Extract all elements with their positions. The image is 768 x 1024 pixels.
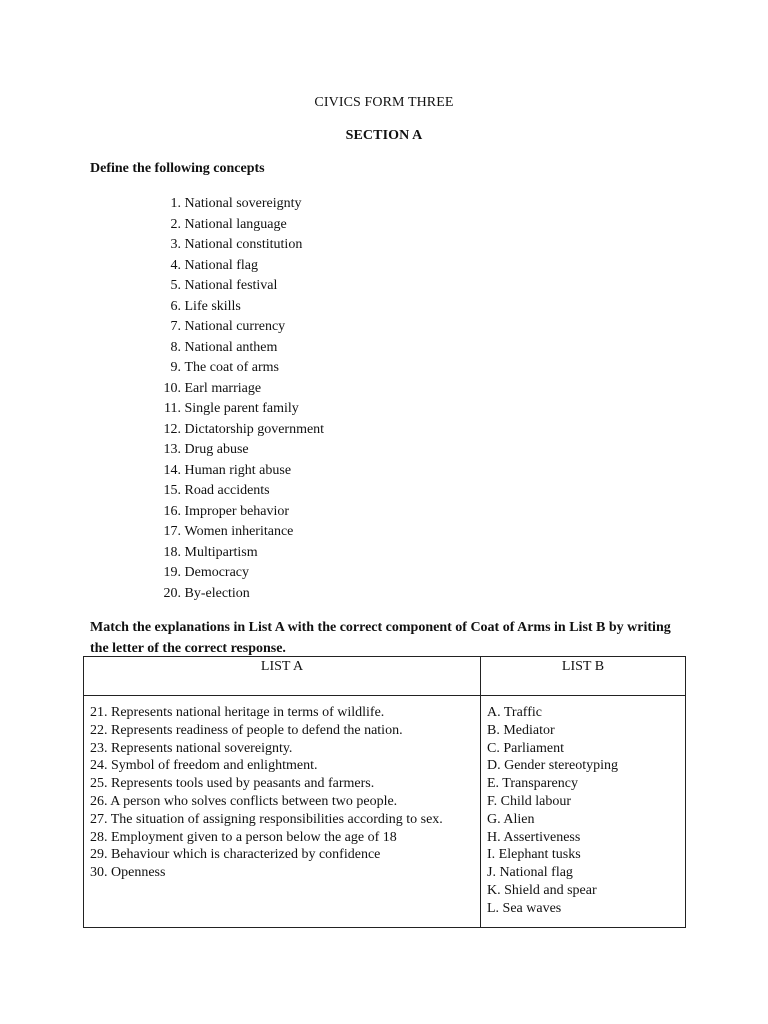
- matching-table: [83, 656, 686, 928]
- concept-number: 17.: [163, 524, 181, 539]
- list-b-header: LIST B: [481, 657, 686, 696]
- concept-item: [145, 297, 324, 318]
- list-b-item: L. Sea waves: [487, 900, 562, 916]
- concept-number: 10.: [163, 380, 181, 396]
- list-b-item: B. Mediator: [487, 722, 555, 738]
- concept-number: 15.: [163, 483, 181, 498]
- concept-text: National flag: [184, 257, 258, 273]
- concept-text: The coat of arms: [184, 360, 279, 375]
- concept-text: National anthem: [184, 339, 278, 355]
- concept-item: [145, 481, 324, 502]
- concept-number: 2.: [170, 216, 181, 232]
- section-heading: SECTION A: [345, 128, 423, 143]
- document-title: CIVICS FORM THREE: [314, 95, 454, 110]
- list-a-item: 29. Behaviour which is characterized by confidence: [90, 847, 381, 863]
- concept-text: Women inheritance: [184, 524, 294, 539]
- list-a-item: 23. Represents national sovereignty.: [90, 740, 293, 756]
- list-b-item: D. Gender stereotyping: [487, 758, 619, 774]
- concept-item: [145, 502, 324, 523]
- concept-item: [145, 317, 324, 338]
- concept-item: [145, 215, 324, 236]
- concept-text: Democracy: [184, 565, 250, 580]
- define-instruction: Define the following concepts: [90, 161, 265, 176]
- concept-item: [145, 338, 324, 359]
- concept-text: Life skills: [184, 298, 241, 314]
- list-b-item: G. Alien: [487, 811, 535, 827]
- concept-number: 12.: [163, 421, 181, 437]
- list-b-item: H. Assertiveness: [487, 829, 581, 845]
- concept-number: 18.: [163, 544, 181, 560]
- concept-number: 13.: [163, 442, 181, 457]
- list-b-cell: [481, 696, 686, 928]
- list-a-item: 28. Employment given to a person below the age of 18: [90, 829, 397, 845]
- concept-number: 16.: [163, 503, 181, 519]
- concept-text: National festival: [184, 278, 278, 293]
- list-a-item: 27. The situation of assigning responsibilities according to sex.: [90, 811, 443, 827]
- match-instruction: Match the explanations in List A with the correct component of Coat of Arms in List B by writing the letter of the correct response.: [90, 620, 671, 656]
- concept-text: National language: [184, 216, 287, 232]
- concept-text: Improper behavior: [184, 503, 290, 519]
- list-b-item: E. Transparency: [487, 776, 578, 792]
- list-a-item: 24. Symbol of freedom and enlightment.: [90, 758, 318, 774]
- concept-text: By-election: [184, 585, 250, 601]
- concept-item: [145, 256, 324, 277]
- concept-text: Dictatorship government: [184, 421, 325, 437]
- list-b-item: I. Elephant tusks: [487, 847, 581, 863]
- concept-text: Earl marriage: [184, 380, 262, 396]
- concept-number: 4.: [170, 257, 181, 273]
- concept-item: [145, 399, 324, 420]
- concept-text: National sovereignty: [184, 196, 302, 211]
- concepts-list: [145, 194, 324, 604]
- concept-text: Human right abuse: [184, 462, 292, 478]
- list-b-item: K. Shield and spear: [487, 882, 597, 898]
- list-b: [487, 704, 685, 918]
- concept-number: 3.: [170, 237, 181, 252]
- concept-number: 6.: [170, 298, 181, 314]
- concept-item: [145, 420, 324, 441]
- list-a-item: 22. Represents readiness of people to defend the nation.: [90, 722, 403, 738]
- concept-number: 14.: [163, 462, 181, 478]
- concept-item: [145, 563, 324, 584]
- concept-text: Road accidents: [184, 483, 270, 498]
- concept-number: 7.: [170, 319, 181, 334]
- concept-item: [145, 194, 324, 215]
- list-a-item: 25. Represents tools used by peasants and farmers.: [90, 776, 375, 792]
- concept-item: [145, 584, 324, 605]
- concept-text: Multipartism: [184, 544, 258, 560]
- list-a: [90, 704, 480, 882]
- concept-text: Single parent family: [184, 401, 299, 416]
- concept-item: [145, 235, 324, 256]
- concept-number: 1.: [170, 196, 181, 211]
- concept-number: 8.: [170, 339, 181, 355]
- list-a-item: 30. Openness: [90, 865, 166, 881]
- list-b-item: J. National flag: [487, 865, 573, 881]
- concept-number: 20.: [163, 585, 181, 601]
- concept-number: 19.: [163, 565, 181, 580]
- concept-text: National constitution: [184, 237, 303, 252]
- concept-item: [145, 461, 324, 482]
- list-a-item: 26. A person who solves conflicts between two people.: [90, 793, 398, 809]
- concept-text: National currency: [184, 319, 286, 334]
- concept-item: [145, 440, 324, 461]
- concept-item: [145, 276, 324, 297]
- list-b-item: A. Traffic: [487, 705, 542, 720]
- list-a-header: LIST A: [84, 657, 481, 696]
- concept-item: [145, 358, 324, 379]
- list-b-item: C. Parliament: [487, 740, 564, 756]
- concept-item: [145, 543, 324, 564]
- concept-item: [145, 522, 324, 543]
- concept-item: [145, 379, 324, 400]
- concept-number: 9.: [170, 360, 181, 375]
- concept-number: 5.: [170, 278, 181, 293]
- list-a-cell: [84, 696, 481, 928]
- concept-text: Drug abuse: [184, 442, 249, 457]
- concept-number: 11.: [164, 401, 181, 416]
- list-b-item: F. Child labour: [487, 793, 572, 809]
- list-a-item: 21. Represents national heritage in terms of wildlife.: [90, 705, 385, 720]
